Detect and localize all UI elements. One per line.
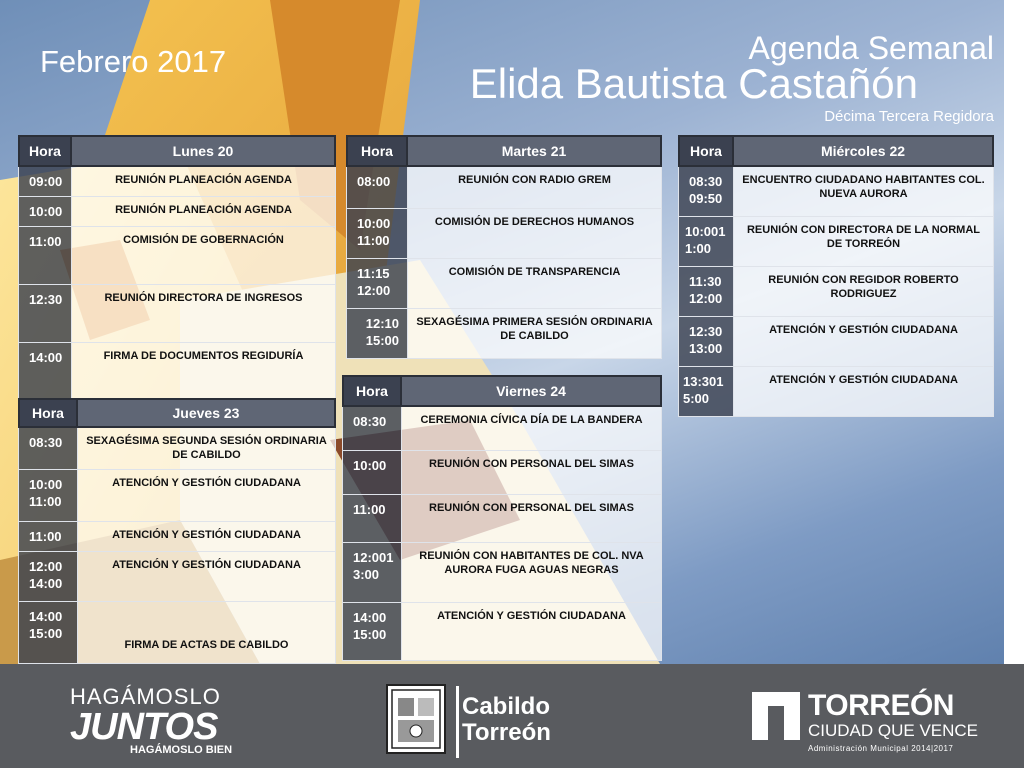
event-cell: REUNIÓN CON PERSONAL DEL SIMAS — [402, 451, 662, 495]
table-row — [346, 259, 662, 309]
table-row — [18, 470, 336, 522]
time-cell: 08:30 — [18, 428, 78, 470]
admin-text: Administración Municipal 2014|2017 — [808, 744, 954, 753]
table-row — [342, 495, 662, 543]
time-cell: 12:30 — [18, 285, 72, 343]
hora-header: Hora — [678, 135, 734, 167]
juntos-text: JUNTOS — [70, 706, 218, 748]
table-row — [18, 343, 336, 401]
torreon-brand-name: TORREÓN — [808, 689, 954, 722]
time-cell: 10:00 — [342, 451, 402, 495]
table-row — [18, 167, 336, 197]
event-cell: REUNIÓN PLANEACIÓN AGENDA — [72, 167, 336, 197]
time-cell: 08:00 — [346, 167, 408, 209]
table-row — [678, 217, 994, 267]
table-row — [678, 267, 994, 317]
month-title: Febrero 2017 — [40, 44, 227, 79]
table-row — [18, 428, 336, 470]
coat-of-arms-icon — [386, 684, 446, 754]
cabildo-word: Cabildo — [462, 693, 550, 720]
time-cell: 11:00 — [18, 522, 78, 552]
table-row — [346, 309, 662, 359]
time-cell: 08:30 09:50 — [678, 167, 734, 217]
table-row — [678, 317, 994, 367]
day-header-jueves: Jueves 23 — [78, 398, 336, 428]
table-martes — [346, 135, 662, 359]
time-cell: 10:00 — [18, 197, 72, 227]
event-cell: ATENCIÓN Y GESTIÓN CIUDADANA — [78, 470, 336, 522]
table-miercoles — [678, 135, 994, 417]
time-cell: 10:00 11:00 — [18, 470, 78, 522]
event-cell: ATENCIÓN Y GESTIÓN CIUDADANA — [78, 552, 336, 602]
table-row — [346, 209, 662, 259]
ciudad-que-vence: CIUDAD QUE VENCE — [808, 721, 979, 740]
event-cell: CEREMONIA CÍVICA DÍA DE LA BANDERA — [402, 407, 662, 451]
time-cell: 11:15 12:00 — [346, 259, 408, 309]
table-row — [342, 407, 662, 451]
event-cell: FIRMA DE ACTAS DE CABILDO — [78, 602, 336, 664]
event-cell: SEXAGÉSIMA SEGUNDA SESIÓN ORDINARIA DE CABILDO — [78, 428, 336, 470]
event-cell: REUNIÓN CON REGIDOR ROBERTO RODRIGUEZ — [734, 267, 994, 317]
day-header-lunes: Lunes 20 — [72, 135, 336, 167]
hagamoslo-juntos-logo — [70, 684, 232, 756]
table-row — [342, 451, 662, 495]
time-cell: 12:001 3:00 — [342, 543, 402, 603]
hora-header: Hora — [18, 135, 72, 167]
table-lunes — [18, 135, 336, 401]
table-row — [678, 167, 994, 217]
table-row — [18, 227, 336, 285]
event-cell: ATENCIÓN Y GESTIÓN CIUDADANA — [734, 317, 994, 367]
table-row — [18, 602, 336, 664]
event-cell: REUNIÓN CON HABITANTES DE COL. NVA AURORA FUGA AGUAS NEGRAS — [402, 543, 662, 603]
time-cell: 14:00 15:00 — [18, 602, 78, 664]
table-row — [18, 552, 336, 602]
time-cell: 12:10 15:00 — [346, 309, 408, 359]
time-cell: 10:00 11:00 — [346, 209, 408, 259]
table-row — [18, 522, 336, 552]
event-cell: COMISIÓN DE DERECHOS HUMANOS — [408, 209, 662, 259]
time-cell: 13:301 5:00 — [678, 367, 734, 417]
person-role: Décima Tercera Regidora — [824, 108, 994, 125]
table-viernes — [342, 375, 662, 661]
day-header-martes: Martes 21 — [408, 135, 662, 167]
torreon-logo-icon — [752, 692, 800, 740]
event-cell: ATENCIÓN Y GESTIÓN CIUDADANA — [78, 522, 336, 552]
event-cell: ATENCIÓN Y GESTIÓN CIUDADANA — [402, 603, 662, 661]
agenda-title: Agenda Semanal — [748, 30, 994, 66]
cabildo-torreon-text — [462, 694, 551, 746]
right-edge-strip — [1004, 0, 1024, 664]
time-cell: 12:30 13:00 — [678, 317, 734, 367]
event-cell: ATENCIÓN Y GESTIÓN CIUDADANA — [734, 367, 994, 417]
divider-line — [456, 686, 459, 758]
time-cell: 11:00 — [18, 227, 72, 285]
event-cell: SEXAGÉSIMA PRIMERA SESIÓN ORDINARIA DE CABILDO — [408, 309, 662, 359]
event-cell: REUNIÓN CON PERSONAL DEL SIMAS — [402, 495, 662, 543]
event-cell: REUNIÓN CON DIRECTORA DE LA NORMAL DE TORREÓN — [734, 217, 994, 267]
time-cell: 14:00 15:00 — [342, 603, 402, 661]
event-cell: ENCUENTRO CIUDADANO HABITANTES COL. NUEVA AURORA — [734, 167, 994, 217]
hora-header: Hora — [342, 375, 402, 407]
time-cell: 11:00 — [342, 495, 402, 543]
time-cell: 10:001 1:00 — [678, 217, 734, 267]
table-row — [678, 367, 994, 417]
person-name: Elida Bautista Castañón — [469, 60, 918, 107]
table-row — [18, 197, 336, 227]
torreon-word: Torreón — [462, 719, 551, 746]
table-row — [18, 285, 336, 343]
table-jueves — [18, 398, 336, 664]
event-cell: COMISIÓN DE GOBERNACIÓN — [72, 227, 336, 285]
hagamoslo-text: HAGÁMOSLO — [70, 684, 221, 709]
time-cell: 11:30 12:00 — [678, 267, 734, 317]
hagamoslo-bien-text: HAGÁMOSLO BIEN — [130, 744, 233, 756]
event-cell: FIRMA DE DOCUMENTOS REGIDURÍA — [72, 343, 336, 401]
day-header-viernes: Viernes 24 — [402, 375, 662, 407]
day-header-miercoles: Miércoles 22 — [734, 135, 994, 167]
table-row — [346, 167, 662, 209]
table-row — [342, 543, 662, 603]
time-cell: 09:00 — [18, 167, 72, 197]
event-cell: REUNIÓN DIRECTORA DE INGRESOS — [72, 285, 336, 343]
table-row — [342, 603, 662, 661]
event-cell: COMISIÓN DE TRANSPARENCIA — [408, 259, 662, 309]
hora-header: Hora — [346, 135, 408, 167]
time-cell: 08:30 — [342, 407, 402, 451]
event-cell: REUNIÓN CON RADIO GREM — [408, 167, 662, 209]
time-cell: 14:00 — [18, 343, 72, 401]
event-cell: REUNIÓN PLANEACIÓN AGENDA — [72, 197, 336, 227]
time-cell: 12:00 14:00 — [18, 552, 78, 602]
hora-header: Hora — [18, 398, 78, 428]
torreon-brand — [808, 690, 978, 753]
